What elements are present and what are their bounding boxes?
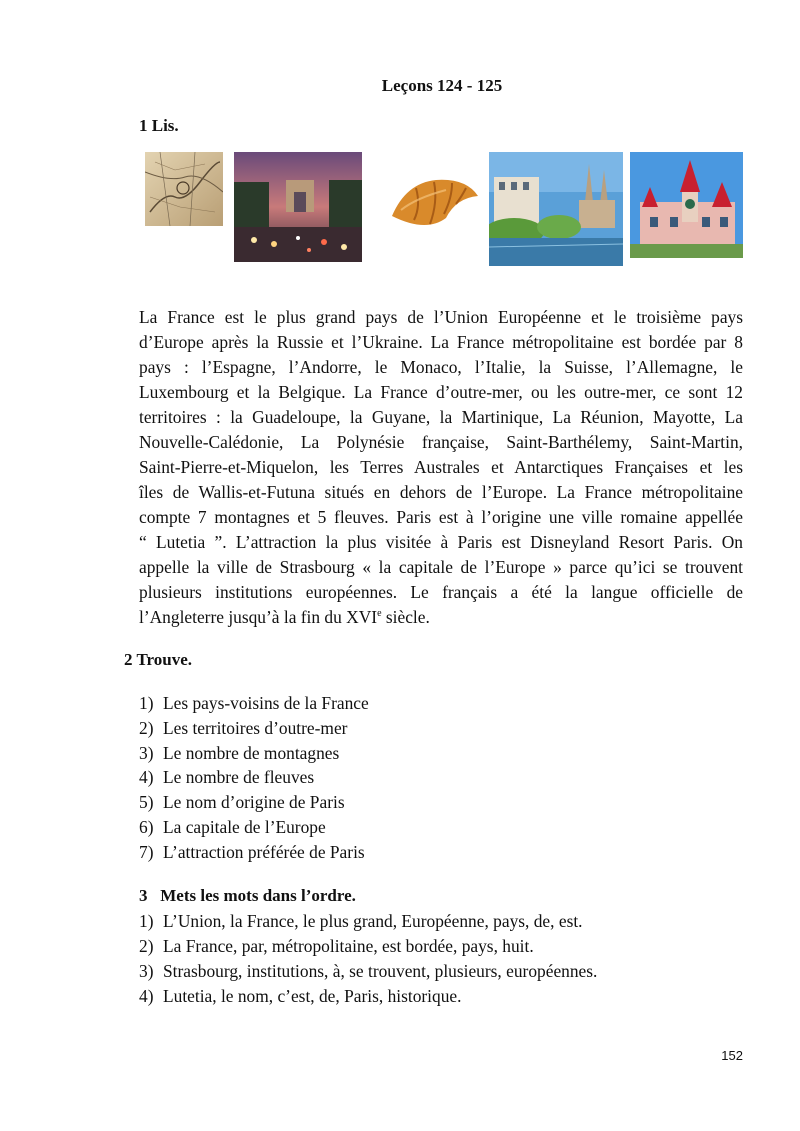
item-number: 1) [139, 911, 154, 931]
list-item [139, 792, 345, 813]
list-item [139, 961, 597, 982]
paragraph-line: Luxembourg et la Belgique. La France d’outre-mer, ou les outre-mer, ce sont 12 [139, 382, 743, 402]
item-number: 3) [139, 961, 154, 981]
paragraph-line: plusieurs institutions européennes. Le français a été la langue officielle de [139, 582, 743, 602]
item-text: Le nombre de montagnes [163, 743, 340, 763]
list-item [139, 986, 461, 1007]
list-item [139, 767, 314, 788]
paragraph-line: compte 7 montagnes et 5 fleuves. Paris est à l’origine une ville romaine appellée [139, 507, 743, 527]
century-superscript: e [377, 608, 382, 620]
paragraph-last-line [139, 605, 743, 629]
item-text: L’attraction préférée de Paris [163, 842, 365, 862]
item-text: Strasbourg, institutions, à, se trouvent, plusieurs, européennes. [163, 961, 598, 981]
item-text: L’Union, la France, le plus grand, Européenne, pays, de, est. [163, 911, 583, 931]
arc-de-triomphe-image [234, 152, 362, 262]
item-number: 3) [139, 743, 154, 763]
disneyland-image [630, 152, 743, 258]
section-2-heading: 2 Trouve. [124, 650, 193, 669]
list-item [139, 936, 534, 957]
list-item [139, 817, 326, 838]
item-number: 5) [139, 792, 154, 812]
paragraph-line: Saint-Pierre-et-Miquelon, les Terres Australes et Antarctiques Françaises et les [139, 457, 743, 477]
item-number: 6) [139, 817, 154, 837]
last-line-text: l’Angleterre jusqu’à la fin du XVI [139, 607, 378, 627]
item-text: Les territoires d’outre-mer [163, 718, 348, 738]
paragraph-line: d’Europe après la Russie et l’Ukraine. La France métropolitaine est bordée par 8 [139, 332, 743, 352]
item-text: La capitale de l’Europe [163, 817, 326, 837]
lesson-title: Leçons 124 - 125 [381, 76, 503, 95]
last-line-end: siècle. [381, 607, 430, 627]
croissant-image [386, 168, 482, 238]
paragraph-line: “ Lutetia ”. L’attraction la plus visitée à Paris est Disneyland Resort Paris. On [139, 532, 743, 552]
item-text: Lutetia, le nom, c’est, de, Paris, historique. [163, 986, 462, 1006]
page-number: 152 [721, 1048, 743, 1063]
paragraph-line: La France est le plus grand pays de l’Union Européenne et le troisième pays [139, 307, 743, 327]
list-item [139, 743, 339, 764]
item-number: 7) [139, 842, 154, 862]
section-3-heading: 3 Mets les mots dans l’ordre. [139, 886, 356, 905]
item-text: Le nombre de fleuves [163, 767, 315, 787]
paragraph-line: Nouvelle-Calédonie, La Polynésie française, Saint-Barthélemy, Saint-Martin, [139, 432, 743, 452]
item-number: 1) [139, 693, 154, 713]
list-item [139, 718, 347, 739]
item-text: Les pays-voisins de la France [163, 693, 369, 713]
paragraph-line: îles de Wallis-et-Futuna situés en dehors de l’Europe. La France métropolitaine [139, 482, 743, 502]
paragraph-line: territoires : la Guadeloupe, la Guyane, la Martinique, La Réunion, Mayotte, La [139, 407, 743, 427]
item-number: 4) [139, 986, 154, 1006]
item-text: La France, par, métropolitaine, est bordée, pays, huit. [163, 936, 534, 956]
item-number: 4) [139, 767, 154, 787]
section-1-heading: 1 Lis. [139, 116, 179, 135]
paragraph-line: pays : l’Espagne, l’Andorre, le Monaco, l’Italie, la Suisse, l’Allemagne, le [139, 357, 743, 377]
map-image [145, 152, 223, 226]
item-number: 2) [139, 936, 154, 956]
item-text: Le nom d’origine de Paris [163, 792, 345, 812]
item-number: 2) [139, 718, 154, 738]
strasbourg-image [489, 152, 623, 266]
list-item [139, 693, 369, 714]
paragraph-line: appelle la ville de Strasbourg « la capitale de l’Europe » parce qu’ici se trouvent [139, 557, 743, 577]
list-item [139, 842, 365, 863]
list-item [139, 911, 583, 932]
